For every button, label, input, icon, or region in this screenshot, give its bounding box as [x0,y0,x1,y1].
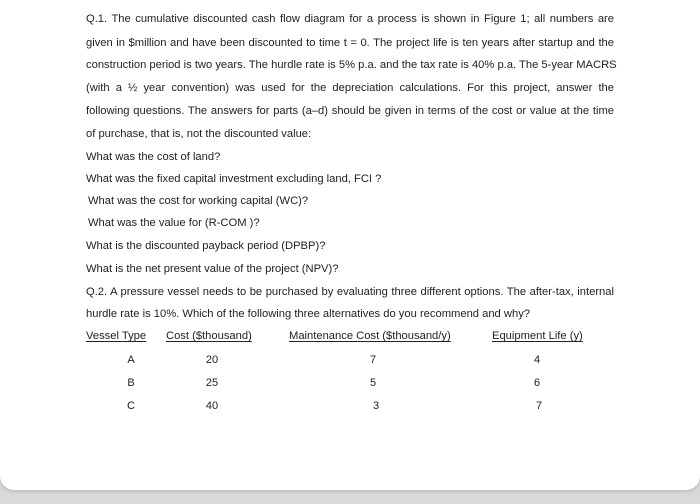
q2-line-1: Q.2. A pressure vessel needs to be purchased by evaluating three different options. The after-tax, internal [86,286,614,298]
cell-maintenance-cost: 7 [369,354,377,366]
q1-question-e: What is the discounted payback period (DPBP)? [86,240,326,252]
q1-line-2: given in $million and have been discounted to time t = 0. The project life is ten years after startup and the [86,37,614,49]
cell-equipment-life: 7 [535,400,543,412]
q2-line-2: hurdle rate is 10%. Which of the following three alternatives do you recommend and why? [86,308,531,320]
cell-cost: 20 [205,354,219,366]
q1-line-6: of purchase, that is, not the discounted value: [86,128,312,140]
header-equipment-life: Equipment Life (y) [492,330,583,342]
q1-question-a: What was the cost of land? [86,151,221,163]
cell-vessel-type: A [127,354,135,366]
cell-vessel-type: C [127,400,135,412]
cell-maintenance-cost: 3 [372,400,380,412]
q1-question-f: What is the net present value of the project (NPV)? [86,263,339,275]
q1-line-3: construction period is two years. The hurdle rate is 5% p.a. and the tax rate is 40% p.a. The 5-year MACRS [86,59,617,71]
header-vessel-type: Vessel Type [86,330,147,342]
header-maintenance-cost: Maintenance Cost ($thousand/y) [289,330,451,342]
q1-line-4: (with a ½ year convention) was used for the depreciation calculations. For this project, answer the [86,82,614,94]
q1-line-5: following questions. The answers for parts (a–d) should be given in terms of the cost or value at the time [86,105,614,117]
cell-vessel-type: B [127,377,135,389]
cell-cost: 40 [205,400,219,412]
cell-cost: 25 [205,377,219,389]
cell-maintenance-cost: 5 [369,377,377,389]
header-cost: Cost ($thousand) [166,330,252,342]
q1-question-d: What was the value for (R-COM )? [88,217,260,229]
cell-equipment-life: 4 [533,354,541,366]
q1-line-1: Q.1. The cumulative discounted cash flow diagram for a process is shown in Figure 1; all numbers are [86,13,614,25]
cell-equipment-life: 6 [533,377,541,389]
q1-question-c: What was the cost for working capital (WC)? [88,195,309,207]
q1-question-b: What was the fixed capital investment excluding land, FCI ? [86,173,382,185]
